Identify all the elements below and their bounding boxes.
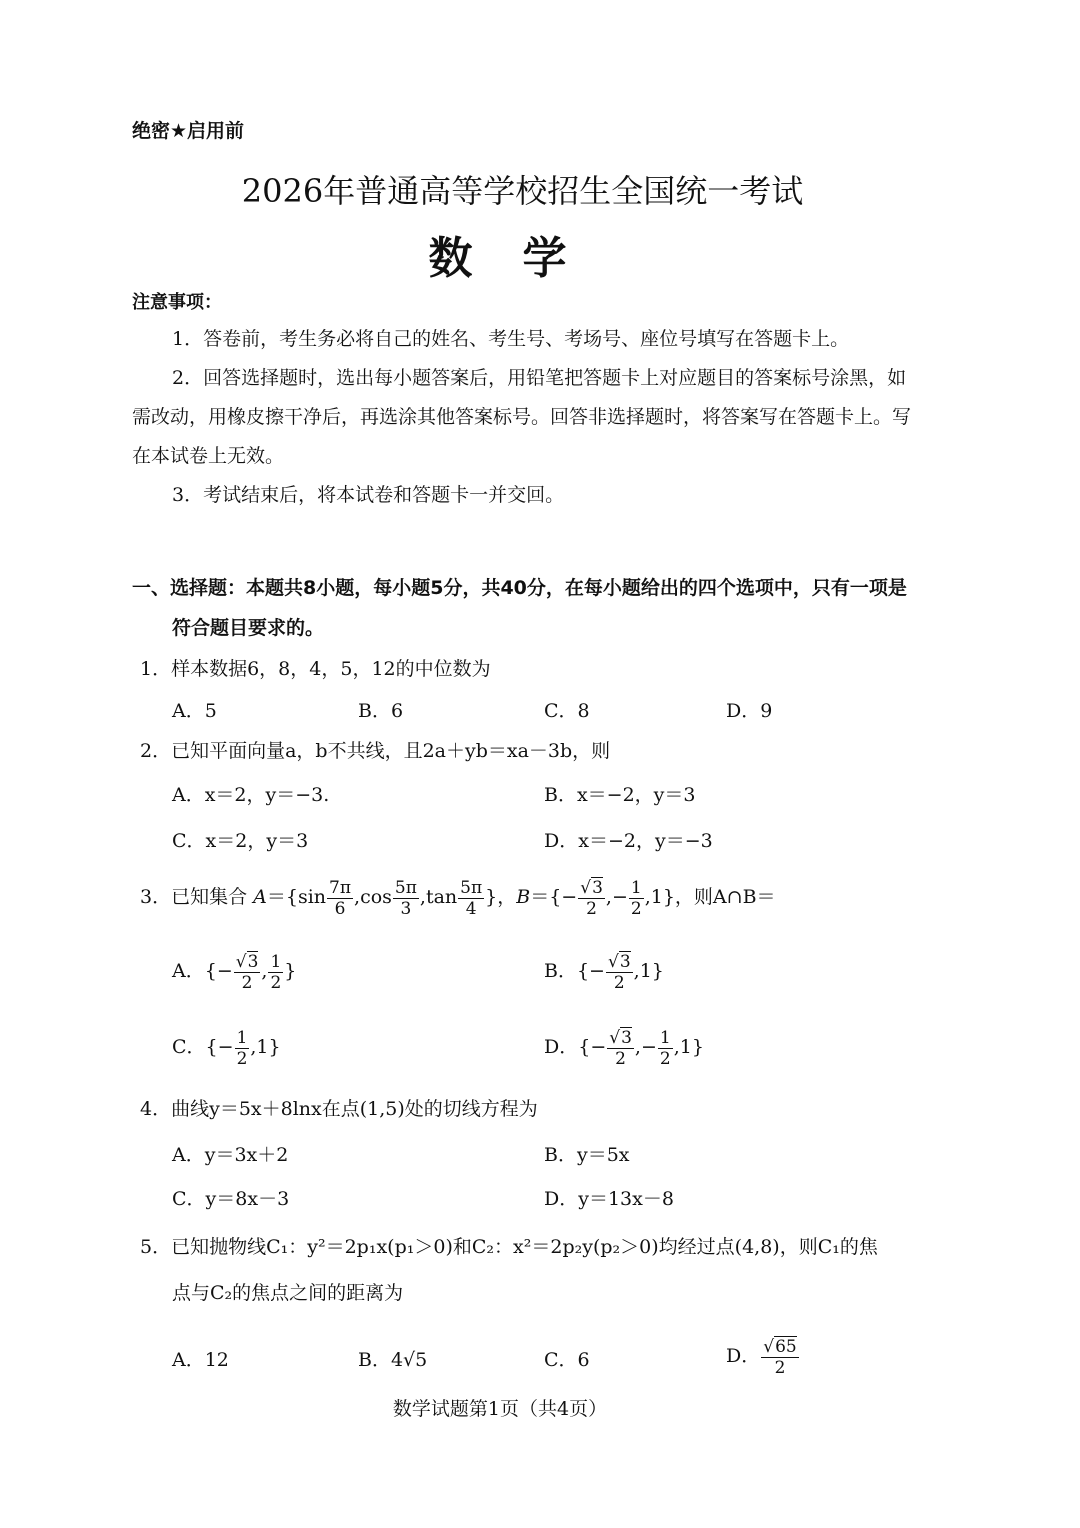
q4-option-d: D．y＝13x－8 — [544, 1188, 674, 1210]
question-5-stem-line2: 点与C₂的焦点之间的距离为 — [172, 1282, 404, 1304]
q3-option-c: C．{− $\frac{1}{2}$ ,1} — [172, 1027, 281, 1069]
q5-option-a: A．12 — [172, 1349, 229, 1371]
q2-option-a: A．x＝2，y＝−3. — [172, 784, 330, 806]
question-2-stem: 2．已知平面向量a，b不共线，且2a＋yb＝xa－3b，则 — [140, 740, 611, 762]
q1-option-c: C．8 — [544, 700, 590, 722]
q4-option-b: B．y＝5x — [544, 1144, 630, 1166]
page-footer: 数学试题第1页（共4页） — [392, 1398, 608, 1420]
question-4-stem: 4．曲线y＝5x＋8lnx在点(1,5)处的切线方程为 — [140, 1098, 538, 1120]
question-1-stem: 1．样本数据6，8，4，5，12的中位数为 — [140, 658, 491, 680]
question-5-stem-line1: 5．已知抛物线C₁：y²＝2p₁x(p₁＞0)和C₂：x²＝2p₂y(p₂＞0)均经过点(4,8)，则C₁的焦 — [140, 1236, 878, 1258]
question-3-stem: 3．已知集合 A＝{sin $\frac{7\pi}{6}$ ,cos $\frac{5\pi}{3}$ ,tan $\frac{5\pi}{4}$ }，B＝{− $\frac{√3}{2}$ ,− $\frac{1}{2}$ ,1}，则A∩B＝ — [140, 877, 776, 919]
q3-option-a: A．{− $\frac{√3}{2}$ , $\frac{1}{2}$ } — [172, 951, 297, 993]
q2-option-c: C．x＝2，y＝3 — [172, 830, 309, 852]
q5-option-d: D． $\frac{√65}{2}$ — [726, 1336, 797, 1378]
notice-item-2: 2．回答选择题时，选出每小题答案后，用铅笔把答题卡上对应题目的答案标号涂黑，如需改动，用橡皮擦干净后，再选涂其他答案标号。回答非选择题时，将答案写在答题卡上。写在本试卷上无效。 — [132, 367, 912, 467]
q1-option-d: D．9 — [726, 700, 773, 722]
notice-item-3: 3．考试结束后，将本试卷和答题卡一并交回。 — [172, 484, 565, 506]
q1-option-a: A．5 — [172, 700, 217, 722]
secret-label: 绝密★启用前 — [132, 120, 245, 142]
exam-title: 2026年普通高等学校招生全国统一考试 — [241, 172, 804, 210]
notice-item-1: 1．答卷前，考生务必将自己的姓名、考生号、考场号、座位号填写在答题卡上。 — [172, 328, 850, 350]
q4-option-c: C．y＝8x－3 — [172, 1188, 290, 1210]
q1-option-b: B．6 — [358, 700, 404, 722]
section-heading: 一、选择题：本题共8小题，每小题5分，共40分，在每小题给出的四个选项中，只有一项是符合题目要求的。 — [132, 577, 907, 639]
notice-heading: 注意事项： — [132, 292, 222, 313]
q2-option-b: B．x＝−2，y＝3 — [544, 784, 696, 806]
q4-option-a: A．y＝3x＋2 — [172, 1144, 289, 1166]
q2-option-d: D．x＝−2，y＝−3 — [544, 830, 713, 852]
q5-option-b: B．4√5 — [358, 1349, 428, 1371]
subject-title: 数学 — [428, 233, 617, 284]
q3-option-d: D．{− $\frac{√3}{2}$ ,− $\frac{1}{2}$ ,1} — [544, 1027, 704, 1069]
q5-option-c: C．6 — [544, 1349, 590, 1371]
q3-option-b: B．{− $\frac{√3}{2}$ ,1} — [544, 951, 664, 993]
